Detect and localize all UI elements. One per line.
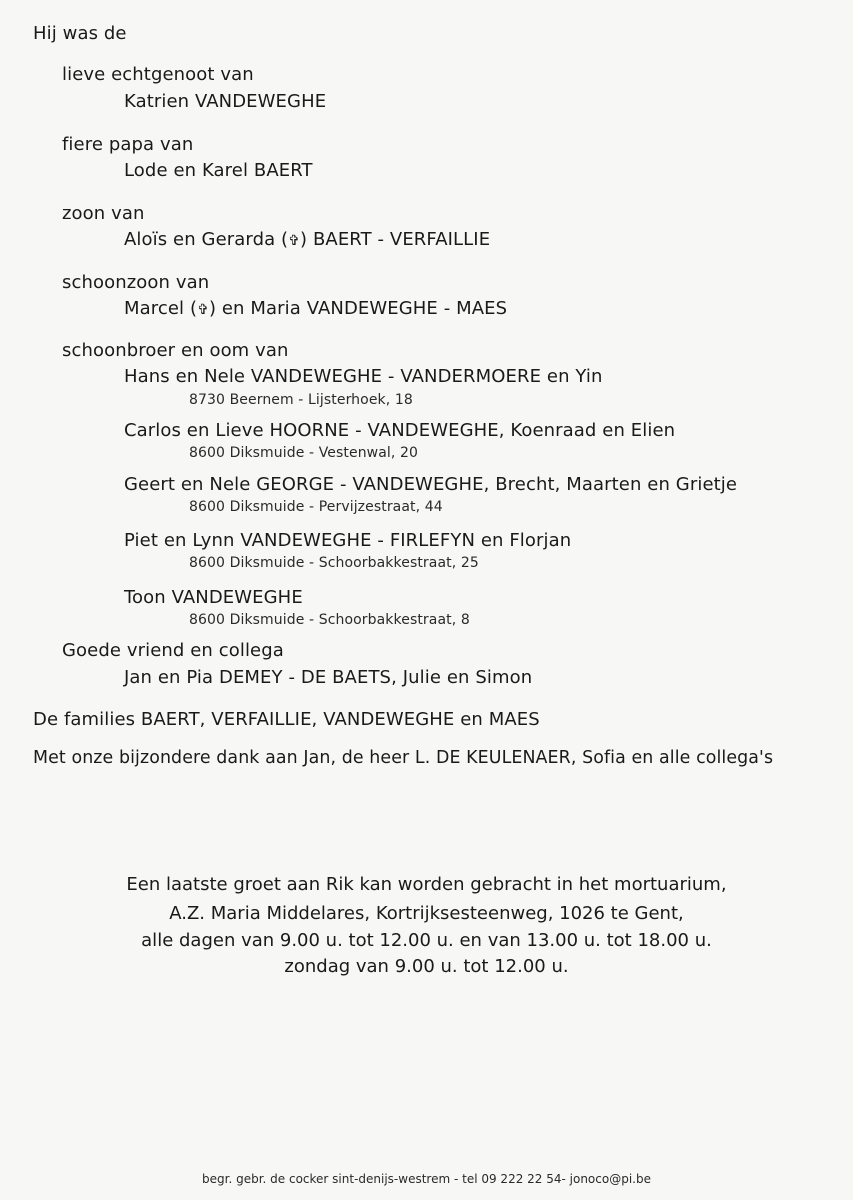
spouse-label: lieve echtgenoot van: [62, 64, 254, 85]
notice-line-2: A.Z. Maria Middelares, Kortrijksesteenweg, 1026 te Gent,: [169, 903, 684, 924]
relative-address: 8600 Diksmuide - Schoorbakkestraat, 25: [189, 555, 479, 571]
parents-names: [124, 229, 490, 252]
relative-address: 8600 Diksmuide - Schoorbakkestraat, 8: [189, 612, 470, 628]
relative-name: Carlos en Lieve HOORNE - VANDEWEGHE, Koenraad en Elien: [124, 420, 676, 441]
relative-name: Toon VANDEWEGHE: [124, 587, 303, 608]
son-label: zoon van: [62, 203, 145, 224]
children-names: Lode en Karel BAERT: [124, 160, 313, 181]
relative-address: 8600 Diksmuide - Vestenwal, 20: [189, 445, 419, 461]
parents-names-start: Aloïs en Gerarda (: [124, 229, 289, 250]
families-line: De families BAERT, VERFAILLIE, VANDEWEGHE en MAES: [33, 709, 540, 730]
father-label: fiere papa van: [62, 134, 194, 155]
son-in-law-label: schoonzoon van: [62, 272, 210, 293]
relative-name: Piet en Lynn VANDEWEGHE - FIRLEFYN en Florjan: [124, 530, 572, 551]
parents-in-law-names: [124, 298, 507, 321]
notice-line-1: Een laatste groet aan Rik kan worden gebracht in het mortuarium,: [126, 874, 727, 895]
friend-label: Goede vriend en collega: [62, 640, 284, 661]
relative-address: 8730 Beernem - Lijsterhoek, 18: [189, 392, 413, 408]
cross-icon: ✞: [288, 233, 301, 249]
relative-name: Geert en Nele GEORGE - VANDEWEGHE, Brecht, Maarten en Grietje: [124, 474, 738, 495]
relative-name: Hans en Nele VANDEWEGHE - VANDERMOERE en Yin: [124, 366, 603, 387]
in-laws-label: schoonbroer en oom van: [62, 340, 289, 361]
spouse-name: Katrien VANDEWEGHE: [124, 91, 327, 112]
parents-in-law-start: Marcel (: [124, 298, 198, 319]
funeral-home-footer: begr. gebr. de cocker sint-denijs-westrem - tel 09 222 22 54- jonoco@pi.be: [202, 1172, 651, 1186]
relative-address: 8600 Diksmuide - Pervijzestraat, 44: [189, 499, 443, 515]
cross-icon: ✞: [197, 302, 209, 318]
parents-names-end: ) BAERT - VERFAILLIE: [300, 229, 491, 250]
parents-in-law-end: ) en Maria VANDEWEGHE - MAES: [208, 298, 508, 319]
thanks-line: Met onze bijzondere dank aan Jan, de heer L. DE KEULENAER, Sofia en alle collega's: [33, 748, 774, 768]
notice-line-4: zondag van 9.00 u. tot 12.00 u.: [284, 956, 569, 977]
friend-names: Jan en Pia DEMEY - DE BAETS, Julie en Simon: [124, 667, 533, 688]
notice-line-3: alle dagen van 9.00 u. tot 12.00 u. en van 13.00 u. tot 18.00 u.: [141, 930, 712, 951]
intro-text: Hij was de: [33, 23, 127, 44]
